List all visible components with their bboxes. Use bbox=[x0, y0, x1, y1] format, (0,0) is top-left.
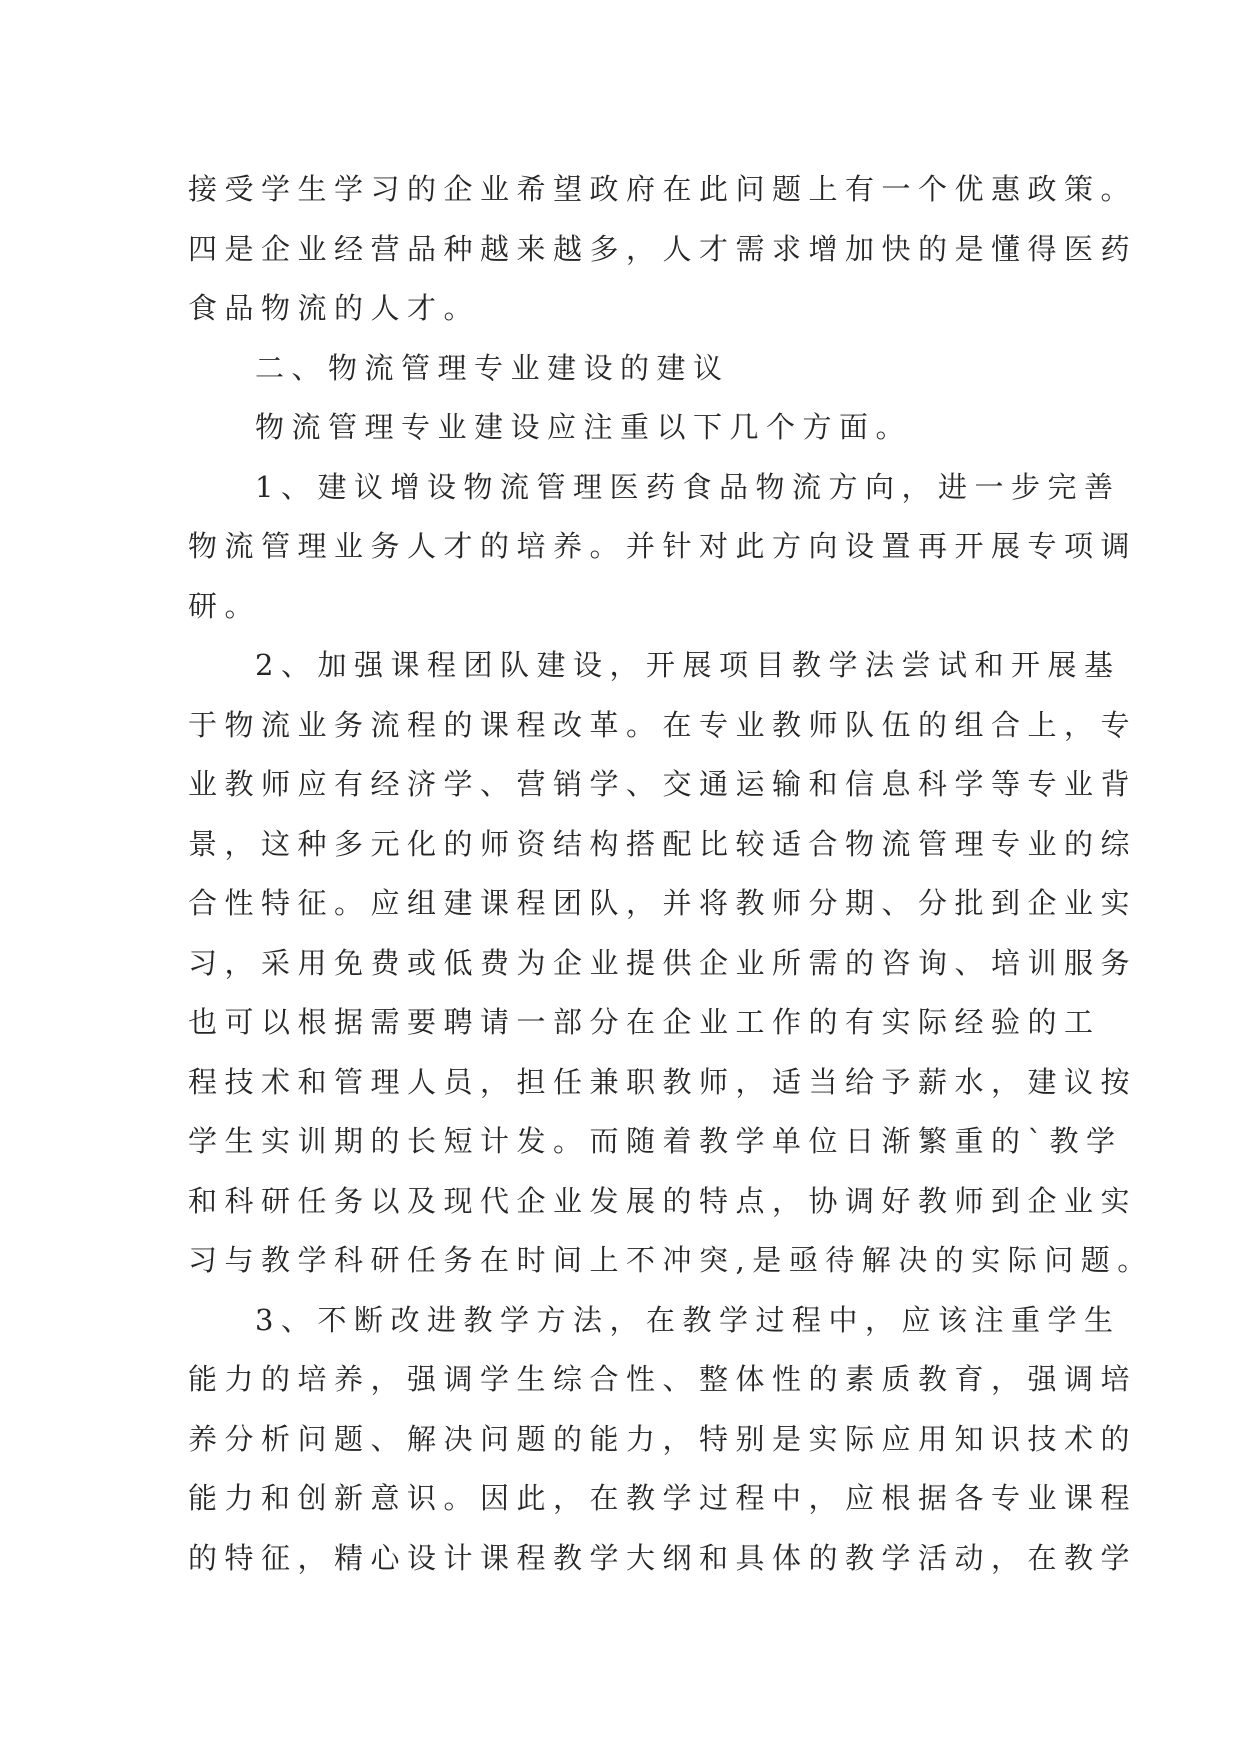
text-line: 于物流业务流程的课程改革。在专业教师队伍的组合上，专 bbox=[188, 707, 1138, 742]
text-line: 和科研任务以及现代企业发展的特点，协调好教师到企业实 bbox=[188, 1183, 1138, 1218]
text-line: 能力和创新意识。因此，在教学过程中，应根据各专业课程 bbox=[188, 1481, 1138, 1515]
text-line: 研。 bbox=[188, 588, 262, 623]
text-line: 食品物流的人才。 bbox=[188, 291, 481, 325]
text-line: 程技术和管理人员，担任兼职教师，适当给予薪水，建议按 bbox=[188, 1064, 1138, 1099]
text-line: 合性特征。应组建课程团队，并将教师分期、分批到企业实 bbox=[188, 886, 1138, 920]
text-line: 景，这种多元化的师资结构搭配比较适合物流管理专业的综 bbox=[188, 826, 1138, 861]
text-line: 3、不断改进教学方法，在教学过程中，应该注重学生 bbox=[255, 1302, 1121, 1337]
text-line: 四是企业经营品种越来越多，人才需求增加快的是懂得医药 bbox=[188, 231, 1138, 266]
text-line: 业教师应有经济学、营销学、交通运输和信息科学等专业背 bbox=[188, 767, 1138, 801]
document-body bbox=[188, 160, 1154, 1588]
text-line: 2、加强课程团队建设，开展项目教学法尝试和开展基 bbox=[255, 648, 1121, 682]
text-line: 物流管理业务人才的培养。并针对此方向设置再开展专项调 bbox=[188, 529, 1138, 563]
text-line: 接受学生学习的企业希望政府在此问题上有一个优惠政策。 bbox=[188, 172, 1138, 206]
text-line: 也可以根据需要聘请一部分在企业工作的有实际经验的工 bbox=[188, 1005, 1101, 1039]
text-line: 二、物流管理专业建设的建议 bbox=[255, 350, 730, 385]
text-line: 习，采用免费或低费为企业提供企业所需的咨询、培训服务 bbox=[188, 945, 1138, 980]
text-line: 养分析问题、解决问题的能力，特别是实际应用知识技术的 bbox=[188, 1421, 1138, 1456]
text-line: 学生实训期的长短计发。而随着教学单位日渐繁重的`教学 bbox=[188, 1124, 1123, 1158]
text-line: 的特征，精心设计课程教学大纲和具体的教学活动，在教学 bbox=[188, 1540, 1138, 1575]
text-line: 习与教学科研任务在时间上不冲突,是亟待解决的实际问题。 bbox=[188, 1243, 1154, 1277]
text-line: 能力的培养，强调学生综合性、整体性的素质教育，强调培 bbox=[188, 1362, 1138, 1396]
text-line: 1、建议增设物流管理医药食品物流方向，进一步完善 bbox=[255, 469, 1121, 504]
text-line: 物流管理专业建设应注重以下几个方面。 bbox=[255, 410, 913, 444]
